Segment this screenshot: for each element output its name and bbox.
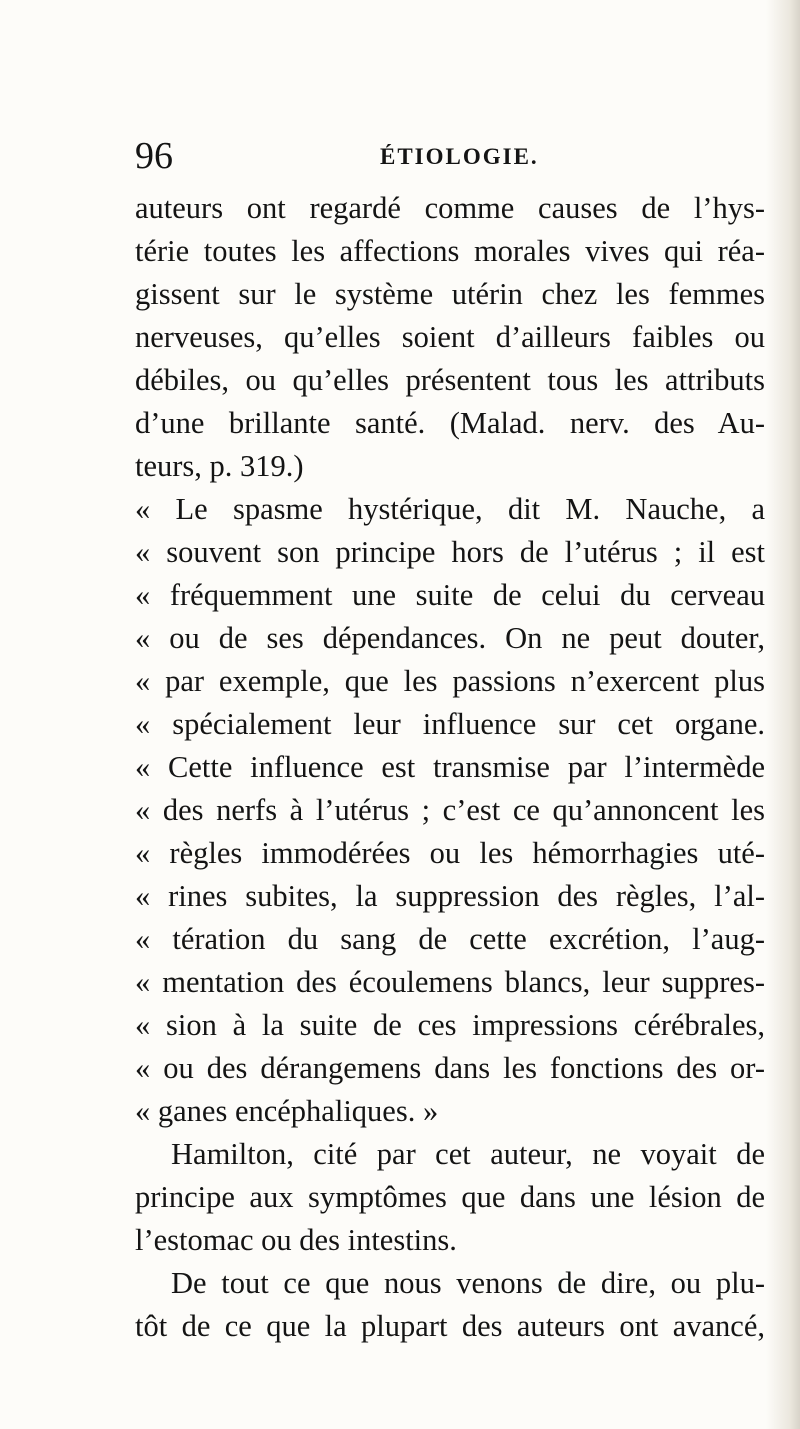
page-header [135,136,655,176]
quote-line: « tération du sang de cette excrétion, l’aug- [135,922,765,956]
text-line: De tout ce que nous venons de dire, ou plu- [171,1266,765,1300]
running-head: ÉTIOLOGIE. [380,144,539,169]
quote-line: « par exemple, que les passions n’exercent plus [135,664,765,698]
text-line: gissent sur le système utérin chez les femmes [135,277,765,311]
text-line: principe aux symptômes que dans une lésion de [135,1180,765,1214]
quote-line: « ou des dérangemens dans les fonctions des or- [135,1051,765,1085]
quote-line: « Le spasme hystérique, dit M. Nauche, a [135,492,765,526]
text-line: débiles, ou qu’elles présentent tous les attributs [135,363,765,397]
quote-line: « ganes encéphaliques. » [135,1094,439,1128]
quote-line: « mentation des écoulemens blancs, leur suppres- [135,965,765,999]
text-line: teurs, p. 319.) [135,449,304,483]
text-line: Hamilton, cité par cet auteur, ne voyait de [171,1137,765,1171]
text-line: tôt de ce que la plupart des auteurs ont avancé, [135,1309,765,1343]
text-line: auteurs ont regardé comme causes de l’hys- [135,191,765,225]
quote-line: « des nerfs à l’utérus ; c’est ce qu’annoncent les [135,793,765,827]
page-number: 96 [135,135,173,177]
page-edge-shadow [766,0,800,1429]
quote-line: « sion à la suite de ces impressions cérébrales, [135,1008,765,1042]
quote-line: « fréquemment une suite de celui du cerveau [135,578,765,612]
quote-line: « spécialement leur influence sur cet organe. [135,707,765,741]
text-line: d’une brillante santé. (Malad. nerv. des Au- [135,406,765,440]
quote-line: « Cette influence est transmise par l’intermède [135,750,765,784]
quote-line: « rines subites, la suppression des règles, l’al- [135,879,765,913]
text-line: térie toutes les affections morales vives qui réa- [135,234,765,268]
text-line: nerveuses, qu’elles soient d’ailleurs faibles ou [135,320,765,354]
quote-line: « ou de ses dépendances. On ne peut douter, [135,621,765,655]
quote-line: « règles immodérées ou les hémorrhagies uté- [135,836,765,870]
text-line: l’estomac ou des intestins. [135,1223,457,1257]
quote-line: « souvent son principe hors de l’utérus ; il est [135,535,765,569]
